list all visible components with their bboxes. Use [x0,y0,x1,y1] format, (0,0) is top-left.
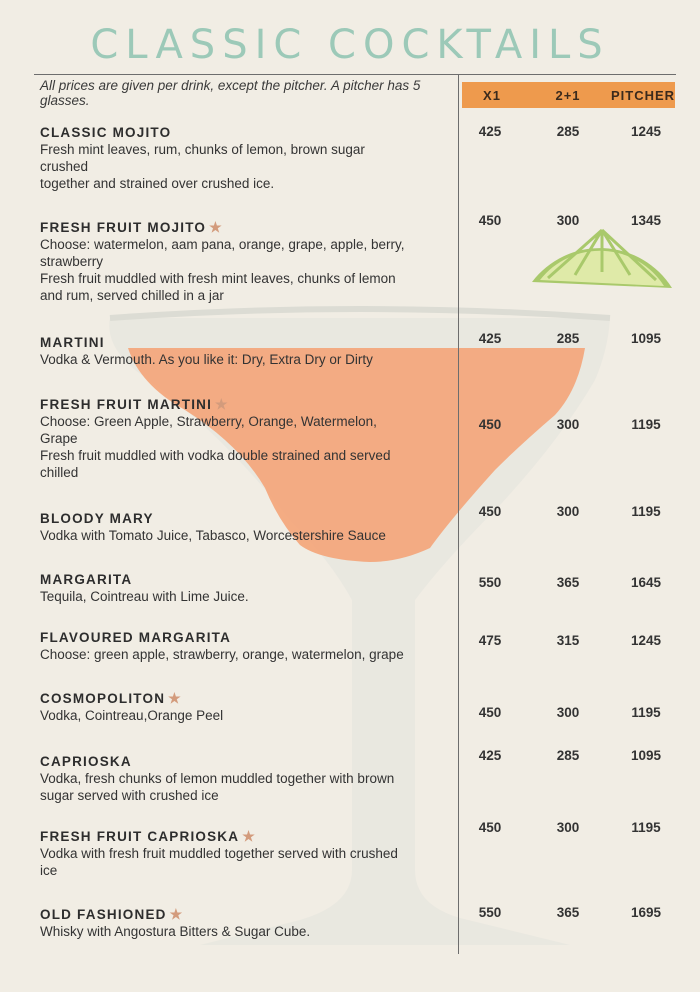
price-x1: 550 [478,905,502,920]
price-2plus1: 300 [556,417,580,432]
item-name-text: FRESH FRUIT MARTINI [40,397,213,412]
item-description: Choose: green apple, strawberry, orange, watermelon, grape [40,647,404,662]
star-icon: ★ [215,396,229,412]
price-2plus1: 365 [556,905,580,920]
price-2plus1: 285 [556,748,580,763]
price-x1: 450 [478,820,502,835]
price-pitcher: 1095 [630,331,662,346]
price-pitcher: 1195 [631,417,661,432]
item-description: Vodka with Tomato Juice, Tabasco, Worcestershire Sauce [40,528,386,543]
item-description: Vodka with fresh fruit muddled together served with crushed [40,846,398,861]
price-2plus1: 365 [556,575,580,590]
price-2plus1: 300 [556,504,580,519]
star-icon: ★ [209,219,223,235]
price-pitcher: 1245 [630,124,662,139]
price-pitcher: 1695 [630,905,662,920]
item-name-text: CLASSIC MOJITO [40,125,172,140]
item-description: and rum, served chilled in a jar [40,288,224,303]
item-description: Fresh fruit muddled with fresh mint leaves, chunks of lemon [40,271,396,286]
price-pitcher: 1195 [631,705,661,720]
pricing-note: All prices are given per drink, except the pitcher. A pitcher has 5 glasses. [40,78,421,108]
menu-item [40,571,450,605]
item-description: Tequila, Cointreau with Lime Juice. [40,589,249,604]
item-description: crushed [40,159,89,174]
item-name [40,906,450,923]
price-x1: 475 [478,633,502,648]
item-name-text: CAPRIOSKA [40,754,132,769]
item-description: strawberry [40,254,104,269]
item-description: Vodka, fresh chunks of lemon muddled together with brown [40,771,395,786]
item-name [40,753,450,770]
menu-item [40,828,450,879]
menu-item [40,334,450,368]
price-pitcher: 1195 [631,820,661,835]
item-description: Fresh fruit muddled with vodka double strained and served [40,448,391,463]
price-x1: 425 [478,124,502,139]
item-description: Vodka & Vermouth. As you like it: Dry, Extra Dry or Dirty [40,352,373,367]
price-x1: 450 [478,213,502,228]
item-name-text: FLAVOURED MARGARITA [40,630,232,645]
menu-item [40,219,450,304]
price-x1: 425 [478,331,502,346]
item-name [40,334,450,351]
item-description: Fresh mint leaves, rum, chunks of lemon, brown sugar [40,142,365,157]
price-pitcher: 1645 [630,575,662,590]
price-2plus1: 315 [556,633,580,648]
column-header-2plus1: 2+1 [555,88,581,103]
item-name-text: FRESH FRUIT MOJITO [40,220,207,235]
menu-item [40,510,450,544]
star-icon: ★ [242,828,256,844]
item-name [40,219,450,236]
item-name-text: COSMOPOLITON [40,691,166,706]
header-divider [34,74,676,75]
price-pitcher: 1095 [630,748,662,763]
menu-item [40,396,450,481]
item-name-text: MARGARITA [40,572,133,587]
menu-item [40,753,450,804]
item-name-text: BLOODY MARY [40,511,154,526]
menu-item [40,124,450,192]
item-name-text: MARTINI [40,335,105,350]
price-pitcher: 1195 [631,504,661,519]
item-name-text: FRESH FRUIT CAPRIOSKA [40,829,240,844]
price-x1: 550 [478,575,502,590]
star-icon: ★ [168,690,182,706]
price-x1: 450 [478,504,502,519]
item-description: together and strained over crushed ice. [40,176,275,191]
column-header-pitcher: PITCHER [610,88,676,103]
item-name [40,629,450,646]
item-name [40,124,450,141]
lime-slice-icon [532,230,672,288]
price-x1: 425 [478,748,502,763]
price-x1: 450 [478,705,502,720]
item-description: sugar served with crushed ice [40,788,219,803]
item-name [40,571,450,588]
price-2plus1: 300 [556,213,580,228]
item-description: ice [40,863,58,878]
menu-title: CLASSIC COCKTAILS [90,22,610,68]
item-description: Choose: Green Apple, Strawberry, Orange, Watermelon, [40,414,377,429]
item-name [40,828,450,845]
star-icon: ★ [169,906,184,922]
item-name [40,510,450,527]
price-2plus1: 300 [556,705,580,720]
price-pitcher: 1345 [630,213,662,228]
item-description: Choose: watermelon, aam pana, orange, grape, apple, berry, [40,237,405,252]
item-name-text: OLD FASHIONED [40,907,167,922]
item-description: chilled [40,465,79,480]
price-pitcher: 1245 [630,633,662,648]
column-header-x1: X1 [483,88,501,103]
menu-item [40,629,450,663]
item-description: Whisky with Angostura Bitters & Sugar Cube. [40,924,311,939]
price-x1: 450 [478,417,502,432]
menu-item [40,690,450,724]
price-2plus1: 300 [556,820,580,835]
item-name [40,690,450,707]
price-2plus1: 285 [556,124,580,139]
column-divider [458,74,459,954]
item-name [40,396,450,413]
item-description: Vodka, Cointreau,Orange Peel [40,708,224,723]
price-2plus1: 285 [556,331,580,346]
menu-item [40,906,450,940]
item-description: Grape [40,431,78,446]
